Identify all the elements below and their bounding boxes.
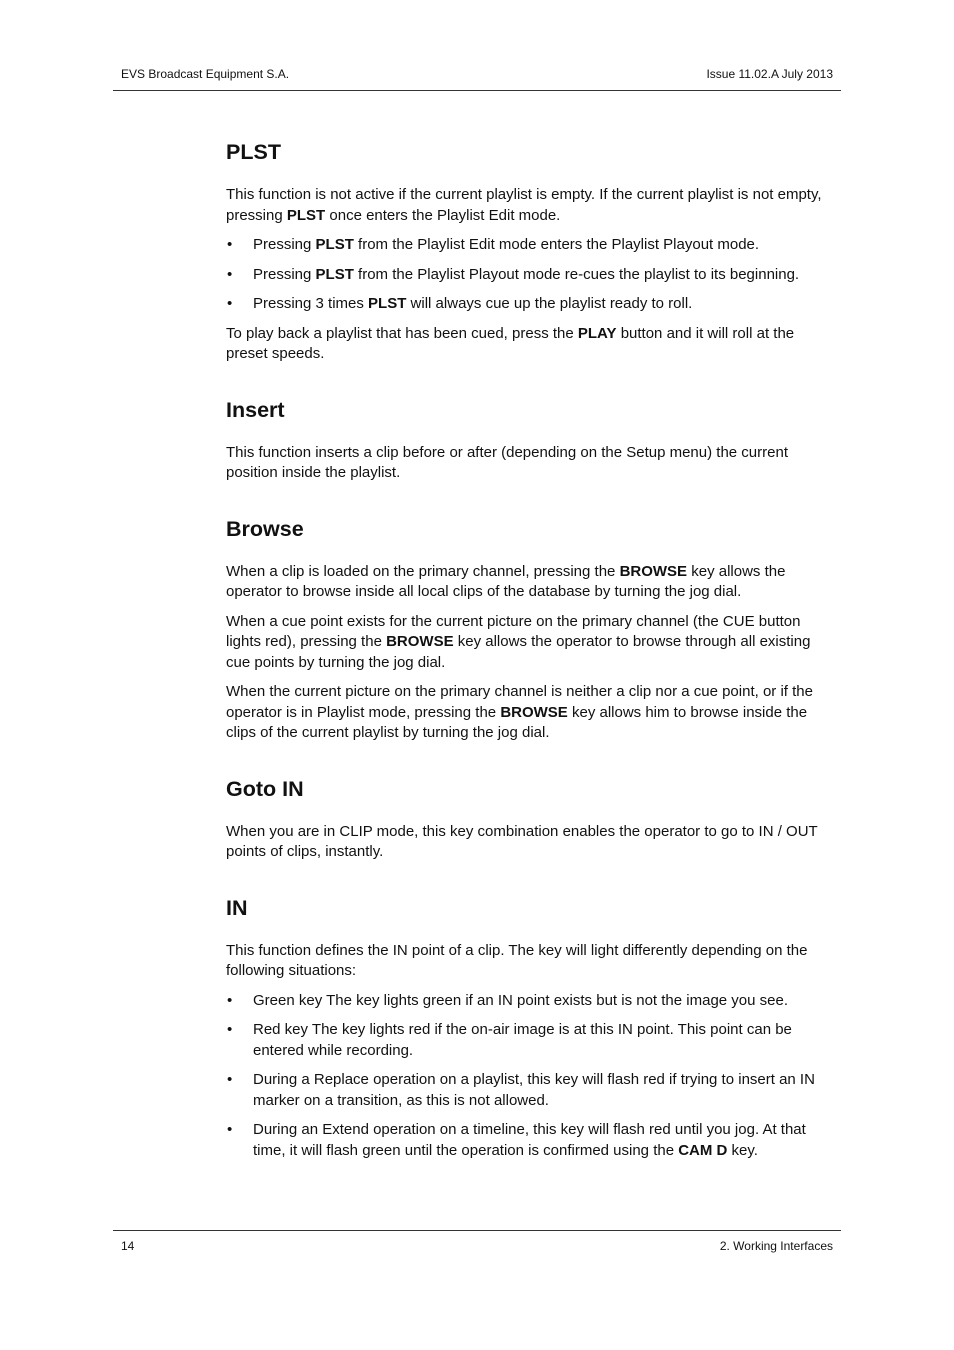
paragraph: When you are in CLIP mode, this key combination enables the operator to go to IN / OUT points of clips, instantly. <box>226 822 818 860</box>
heading-plst: PLST <box>226 140 281 164</box>
paragraph: When a cue point exists for the current picture on the primary channel (the CUE button lights red), pressing the BROWSE key allows the operator to browse through all existing cue points by turning the jog dial. <box>226 612 811 671</box>
paragraph: When the current picture on the primary channel is neither a clip nor a cue point, or if the operator is in Playlist mode, pressing the BROWSE key allows him to browse inside the clips of the current playlist by turning the jog dial. <box>226 683 813 741</box>
page-footer <box>113 1230 841 1257</box>
section-browse <box>226 515 836 744</box>
page-number: 14 <box>121 1239 135 1253</box>
list-item: • Pressing 3 times PLST will always cue up the playlist ready to roll. <box>226 294 836 315</box>
paragraph: This function is not active if the current playlist is empty. If the current playlist is not empty, pressing PLST once enters the Playlist Edit mode. <box>226 186 822 224</box>
list-item: • Pressing PLST from the Playlist Playout mode re-cues the playlist to its beginning. <box>226 265 836 286</box>
list-item: • Pressing PLST from the Playlist Edit mode enters the Playlist Playout mode. <box>226 235 836 256</box>
page-header <box>113 64 841 91</box>
section-in <box>226 894 836 1162</box>
paragraph: When a clip is loaded on the primary channel, pressing the BROWSE key allows the operator to browse inside all local clips of the database by turning the jog dial. <box>226 562 786 600</box>
list-item: • Green key The key lights green if an IN point exists but is not the image you see. <box>226 991 836 1012</box>
heading-in: IN <box>226 895 248 920</box>
header-issue: Issue 11.02.A July 2013 <box>706 67 833 81</box>
bullet-list <box>226 235 836 315</box>
heading-insert: Insert <box>226 397 285 422</box>
list-item: • During a Replace operation on a playlist, this key will flash red if trying to insert an IN marker on a transition, as this is not allowed. <box>226 1070 836 1111</box>
paragraph: To play back a playlist that has been cued, press the PLAY button and it will roll at the preset speeds. <box>226 324 795 362</box>
list-item: • During an Extend operation on a timeline, this key will flash red until you jog. At that time, it will flash green until the operation is confirmed using the CAM D key. <box>226 1120 836 1161</box>
list-item: • Red key The key lights red if the on-air image is at this IN point. This point can be entered while recording. <box>226 1020 836 1061</box>
page-content <box>226 138 836 1192</box>
bullet-list <box>226 991 836 1162</box>
paragraph: This function inserts a clip before or after (depending on the Setup menu) the current position inside the playlist. <box>226 443 788 481</box>
section-insert <box>226 396 836 484</box>
paragraph: This function defines the IN point of a clip. The key will light differently depending on the following situations: <box>226 941 808 979</box>
section-goto-in <box>226 775 836 863</box>
header-company: EVS Broadcast Equipment S.A. <box>121 67 290 81</box>
heading-goto-in: Goto IN <box>226 776 304 801</box>
footer-section: 2. Working Interfaces <box>719 1239 833 1253</box>
heading-browse: Browse <box>226 516 304 541</box>
section-plst <box>226 138 836 365</box>
